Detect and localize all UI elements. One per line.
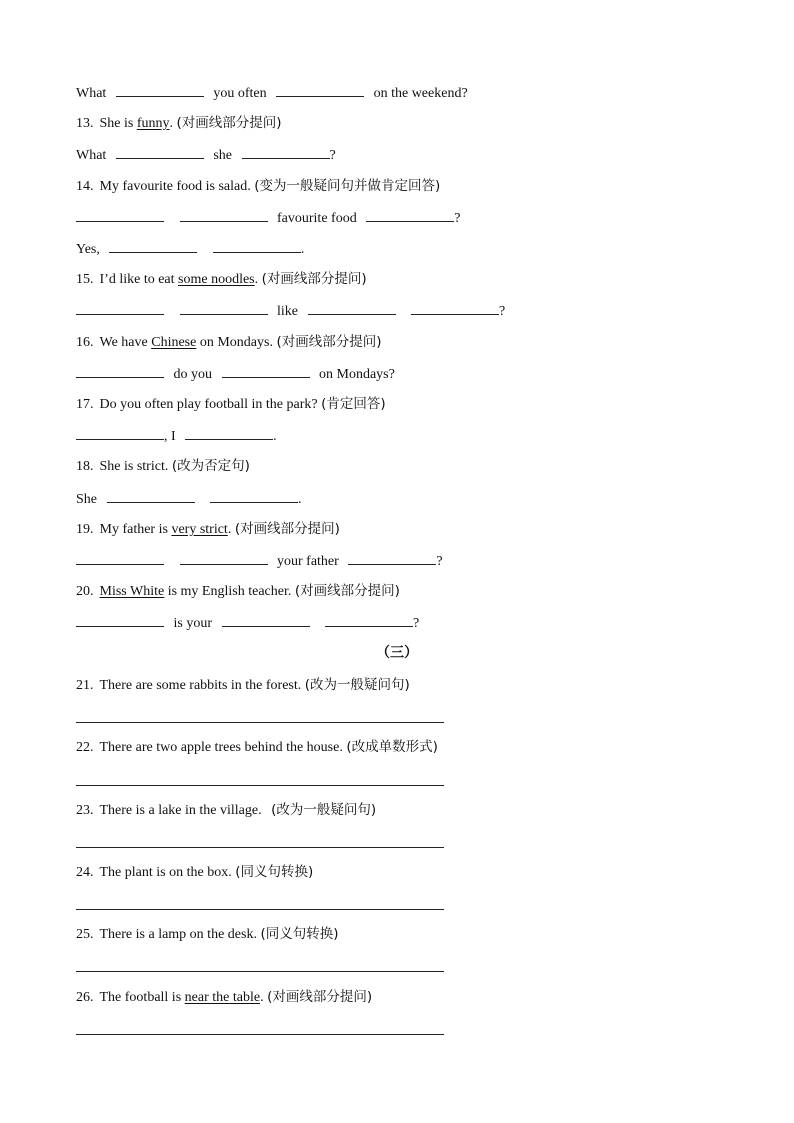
answer-blank[interactable] (242, 144, 330, 159)
answer-blank[interactable] (76, 363, 164, 378)
word: she (213, 148, 232, 163)
instruction: (改为一般疑问句) (304, 677, 410, 693)
punctuation: ? (454, 211, 461, 226)
question-text: is my English teacher. (167, 584, 292, 599)
answer-blank[interactable] (76, 300, 164, 315)
question-26 (76, 987, 372, 1007)
instruction: (对画线部分提问) (267, 989, 373, 1005)
underlined-text: near the table (184, 990, 261, 1005)
answer-blank[interactable] (411, 300, 499, 315)
instruction: (对画线部分提问) (234, 521, 340, 537)
word: , I (164, 429, 176, 444)
answer-blank[interactable] (76, 425, 164, 440)
question-number: 13. (76, 116, 94, 131)
question-number: 22. (76, 740, 94, 755)
question-22 (76, 737, 438, 757)
instruction: (改为一般疑问句) (271, 802, 377, 818)
question-text: The plant is on the box. (99, 865, 232, 880)
answer-blank[interactable] (180, 300, 268, 315)
question-text: My father is (99, 522, 168, 537)
question-number: 24. (76, 865, 94, 880)
word: favourite food (277, 211, 357, 226)
instruction: (肯定回答) (321, 396, 386, 412)
answer-blank[interactable] (116, 82, 204, 97)
question-text: Do you often play football in the park? (99, 397, 318, 412)
answer-blank[interactable] (76, 207, 164, 222)
question-24 (76, 862, 313, 882)
punctuation: . (298, 492, 302, 507)
question-text: She is strict. (99, 459, 169, 474)
q14-answer-line (76, 207, 460, 227)
underlined-text: Miss White (99, 584, 165, 599)
q17-answer-line (76, 425, 277, 445)
underlined-text: funny (136, 116, 170, 131)
q15-answer-line (76, 300, 505, 320)
answer-blank[interactable] (210, 488, 298, 503)
instruction: (同义句转换) (235, 864, 314, 880)
word: do you (173, 367, 212, 382)
answer-blank[interactable] (222, 612, 310, 627)
word: you often (213, 86, 267, 101)
question-text: There are some rabbits in the forest. (99, 678, 302, 693)
question-text: There is a lamp on the desk. (99, 927, 257, 942)
answer-blank[interactable] (348, 550, 436, 565)
punctuation: . (169, 116, 174, 131)
section-heading: （三） (376, 645, 418, 661)
word: on Mondays? (319, 367, 395, 382)
word: like (277, 304, 298, 319)
q14-short-answer-line (76, 238, 304, 258)
answer-blank[interactable] (107, 488, 195, 503)
answer-blank[interactable] (76, 612, 164, 627)
answer-blank[interactable] (185, 425, 273, 440)
punctuation: . (273, 429, 277, 444)
q19-answer-line (76, 550, 443, 570)
answer-blank[interactable] (222, 363, 310, 378)
answer-blank[interactable] (366, 207, 454, 222)
instruction: (同义句转换) (260, 926, 339, 942)
question-number: 21. (76, 678, 94, 693)
question-number: 16. (76, 335, 94, 350)
word: is your (173, 616, 212, 631)
answer-blank[interactable] (109, 238, 197, 253)
answer-blank[interactable] (213, 238, 301, 253)
question-20 (76, 581, 400, 601)
question-number: 15. (76, 272, 94, 287)
answer-line-22[interactable] (76, 785, 444, 786)
q12-answer-line (76, 82, 468, 102)
question-17 (76, 394, 386, 414)
punctuation: ? (436, 554, 443, 569)
question-number: 25. (76, 927, 94, 942)
question-text: My favourite food is salad. (99, 179, 251, 194)
question-13 (76, 113, 282, 133)
underlined-text: Chinese (151, 335, 197, 350)
answer-blank[interactable] (276, 82, 364, 97)
instruction: (对画线部分提问) (276, 334, 382, 350)
question-number: 17. (76, 397, 94, 412)
q18-answer-line (76, 488, 302, 508)
answer-blank[interactable] (180, 207, 268, 222)
answer-blank[interactable] (116, 144, 204, 159)
question-19 (76, 519, 340, 539)
word: Yes, (76, 242, 100, 257)
answer-line-21[interactable] (76, 722, 444, 723)
word: on the weekend? (373, 86, 468, 101)
question-21 (76, 675, 410, 695)
instruction: (对画线部分提问) (176, 115, 282, 131)
instruction: (改为否定句) (171, 458, 250, 474)
question-text: on Mondays. (199, 335, 273, 350)
question-text: I’d like to eat (99, 272, 175, 287)
word: What (76, 148, 107, 163)
question-number: 14. (76, 179, 94, 194)
answer-line-23[interactable] (76, 847, 444, 848)
underlined-text: very strict (171, 522, 228, 537)
punctuation: ? (413, 616, 420, 631)
q20-answer-line (76, 612, 419, 632)
instruction: (改成单数形式) (346, 739, 438, 755)
q16-answer-line (76, 363, 395, 383)
answer-blank[interactable] (325, 612, 413, 627)
answer-blank[interactable] (76, 550, 164, 565)
question-text: There is a lake in the village. (99, 803, 262, 818)
q13-answer-line (76, 144, 336, 164)
question-16 (76, 332, 382, 352)
answer-blank[interactable] (308, 300, 396, 315)
answer-blank[interactable] (180, 550, 268, 565)
punctuation: ? (329, 148, 336, 163)
punctuation: . (260, 990, 264, 1005)
question-14 (76, 176, 440, 196)
question-23 (76, 800, 376, 820)
question-number: 23. (76, 803, 94, 818)
answer-line-25[interactable] (76, 971, 444, 972)
instruction: (对画线部分提问) (294, 583, 400, 599)
question-text: There are two apple trees behind the house. (99, 740, 343, 755)
question-18 (76, 456, 250, 476)
underlined-text: some noodles (178, 272, 255, 287)
question-15 (76, 269, 367, 289)
word: your father (277, 554, 339, 569)
question-number: 26. (76, 990, 94, 1005)
question-text: The football is (99, 990, 182, 1005)
question-number: 19. (76, 522, 94, 537)
word: She (76, 492, 97, 507)
question-number: 20. (76, 584, 94, 599)
punctuation: . (254, 272, 259, 287)
punctuation: . (300, 242, 305, 257)
question-number: 18. (76, 459, 94, 474)
instruction: (对画线部分提问) (261, 271, 367, 287)
question-25 (76, 924, 339, 944)
answer-line-26[interactable] (76, 1034, 444, 1035)
question-text: She is (99, 116, 134, 131)
punctuation: ? (499, 304, 506, 319)
question-text: We have (99, 335, 148, 350)
punctuation: . (227, 522, 232, 537)
answer-line-24[interactable] (76, 909, 444, 910)
instruction: (变为一般疑问句并做肯定回答) (254, 178, 441, 194)
word: What (76, 86, 107, 101)
